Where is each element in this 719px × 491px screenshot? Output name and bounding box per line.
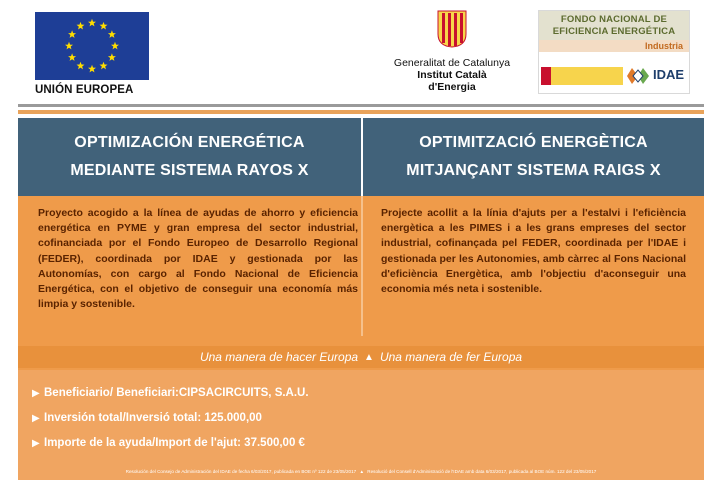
idae-text: IDAE xyxy=(653,67,685,82)
motto-catalan: Una manera de fer Europa xyxy=(379,350,523,364)
eu-star-icon xyxy=(77,22,85,30)
body-catalan: Projecte acollit a la línia d'ajuts per a l'estalvi i l'eficiència energètica a les PIMES i a les grans empreses del sector industrial, cofinançada pel FEDER, coordinada per l'IDAE i gestionada per les Autonomies, amb càrrec al Fons Nacional d'eficiència Energètica, amb l'objectiu d'aconseguir una economia més neta i sostenible. xyxy=(381,207,686,296)
title-band xyxy=(18,118,704,196)
eu-star-icon xyxy=(111,42,119,50)
idae-mark-icon xyxy=(627,68,649,84)
title-catalan-line1: OPTIMITZACIÓ ENERGÈTICA xyxy=(419,134,648,151)
title-spanish-line2: MEDIANTE SISTEMA RAYOS X xyxy=(70,162,309,179)
info-block xyxy=(18,370,704,464)
fne-title: FONDO NACIONAL DE EFICIENCIA ENERGÉTICA xyxy=(539,11,689,40)
footnote-spanish: Resolución del Consejo de Administración del IDAE de fecha 6/03/2017, publicada en BOE nº 122 de 23/05/2017 xyxy=(125,469,357,474)
body-spanish: Proyecto acogido a la línea de ayudas de ahorro y eficiencia energética en PYME y gran empresa del sector industrial, cofinanciada por el Fondo Europeo de Desarrollo Regional (FEDER), coordinada por IDAE y gestionada por las Autonomías, con cargo al Fondo Nacional de Eficiencia Energética, con el objetivo de conseguir una economía más limpia y sostenible. xyxy=(38,207,358,311)
icaen-name-line1: Institut Català xyxy=(417,69,487,81)
spanish-government-logo xyxy=(541,67,623,85)
eu-star-icon xyxy=(68,53,76,61)
gencat-logo xyxy=(378,10,526,93)
eu-logo xyxy=(35,12,150,96)
icaen-name-line2: d'Energia xyxy=(428,81,476,93)
motto-band xyxy=(18,346,704,368)
separator-orange xyxy=(18,110,704,114)
play-arrow-icon: ▶ xyxy=(32,413,40,424)
title-catalan xyxy=(363,118,704,196)
fne-logo xyxy=(538,10,690,94)
eu-star-icon xyxy=(88,19,96,27)
play-arrow-icon: ▶ xyxy=(32,438,40,449)
gencat-name: Generalitat de Catalunya xyxy=(393,57,511,69)
eu-star-icon xyxy=(65,42,73,50)
footnote-catalan: Resolució del Consell d'Administració de l'IDAE amb data 6/03/2017, publicada al BOE núm. 122 del 23/05/2017 xyxy=(367,469,597,474)
separator-grey xyxy=(18,104,704,107)
motto-spanish: Una manera de hacer Europa xyxy=(199,350,359,364)
eu-star-icon xyxy=(68,30,76,38)
aid-amount-text: Importe de la ayuda/Import de l'ajut: 37.500,00 € xyxy=(44,437,305,449)
title-spanish-line1: OPTIMIZACIÓN ENERGÉTICA xyxy=(74,134,305,151)
body-divider xyxy=(361,196,363,336)
triangle-icon: ▲ xyxy=(364,351,374,363)
eu-stars-icon xyxy=(35,12,149,80)
investment-text: Inversión total/Inversió total: 125.000,00 xyxy=(44,412,262,424)
triangle-icon: ▲ xyxy=(359,469,365,474)
title-spanish xyxy=(18,118,361,196)
catalan-shield-icon xyxy=(437,10,467,48)
eu-star-icon xyxy=(108,30,116,38)
eu-star-icon xyxy=(77,62,85,70)
investment-line xyxy=(32,412,262,424)
aid-amount-line xyxy=(32,437,305,449)
title-catalan-line2: MITJANÇANT SISTEMA RAIGS X xyxy=(406,162,661,179)
fne-partner-logos xyxy=(541,63,687,89)
eu-star-icon xyxy=(100,22,108,30)
eu-star-icon xyxy=(108,53,116,61)
beneficiary-line xyxy=(32,387,309,399)
eu-star-icon xyxy=(100,62,108,70)
eu-label: UNIÓN EUROPEA xyxy=(35,84,134,96)
footnote xyxy=(18,464,704,480)
play-arrow-icon: ▶ xyxy=(32,388,40,399)
fne-industria-tag: Industria xyxy=(539,40,689,52)
main-panel xyxy=(18,118,704,480)
eu-star-icon xyxy=(88,65,96,73)
beneficiary-text: Beneficiario/ Beneficiari:CIPSACIRCUITS, S.A.U. xyxy=(44,387,309,399)
idae-logo xyxy=(627,65,687,87)
eu-flag-icon xyxy=(35,12,149,80)
